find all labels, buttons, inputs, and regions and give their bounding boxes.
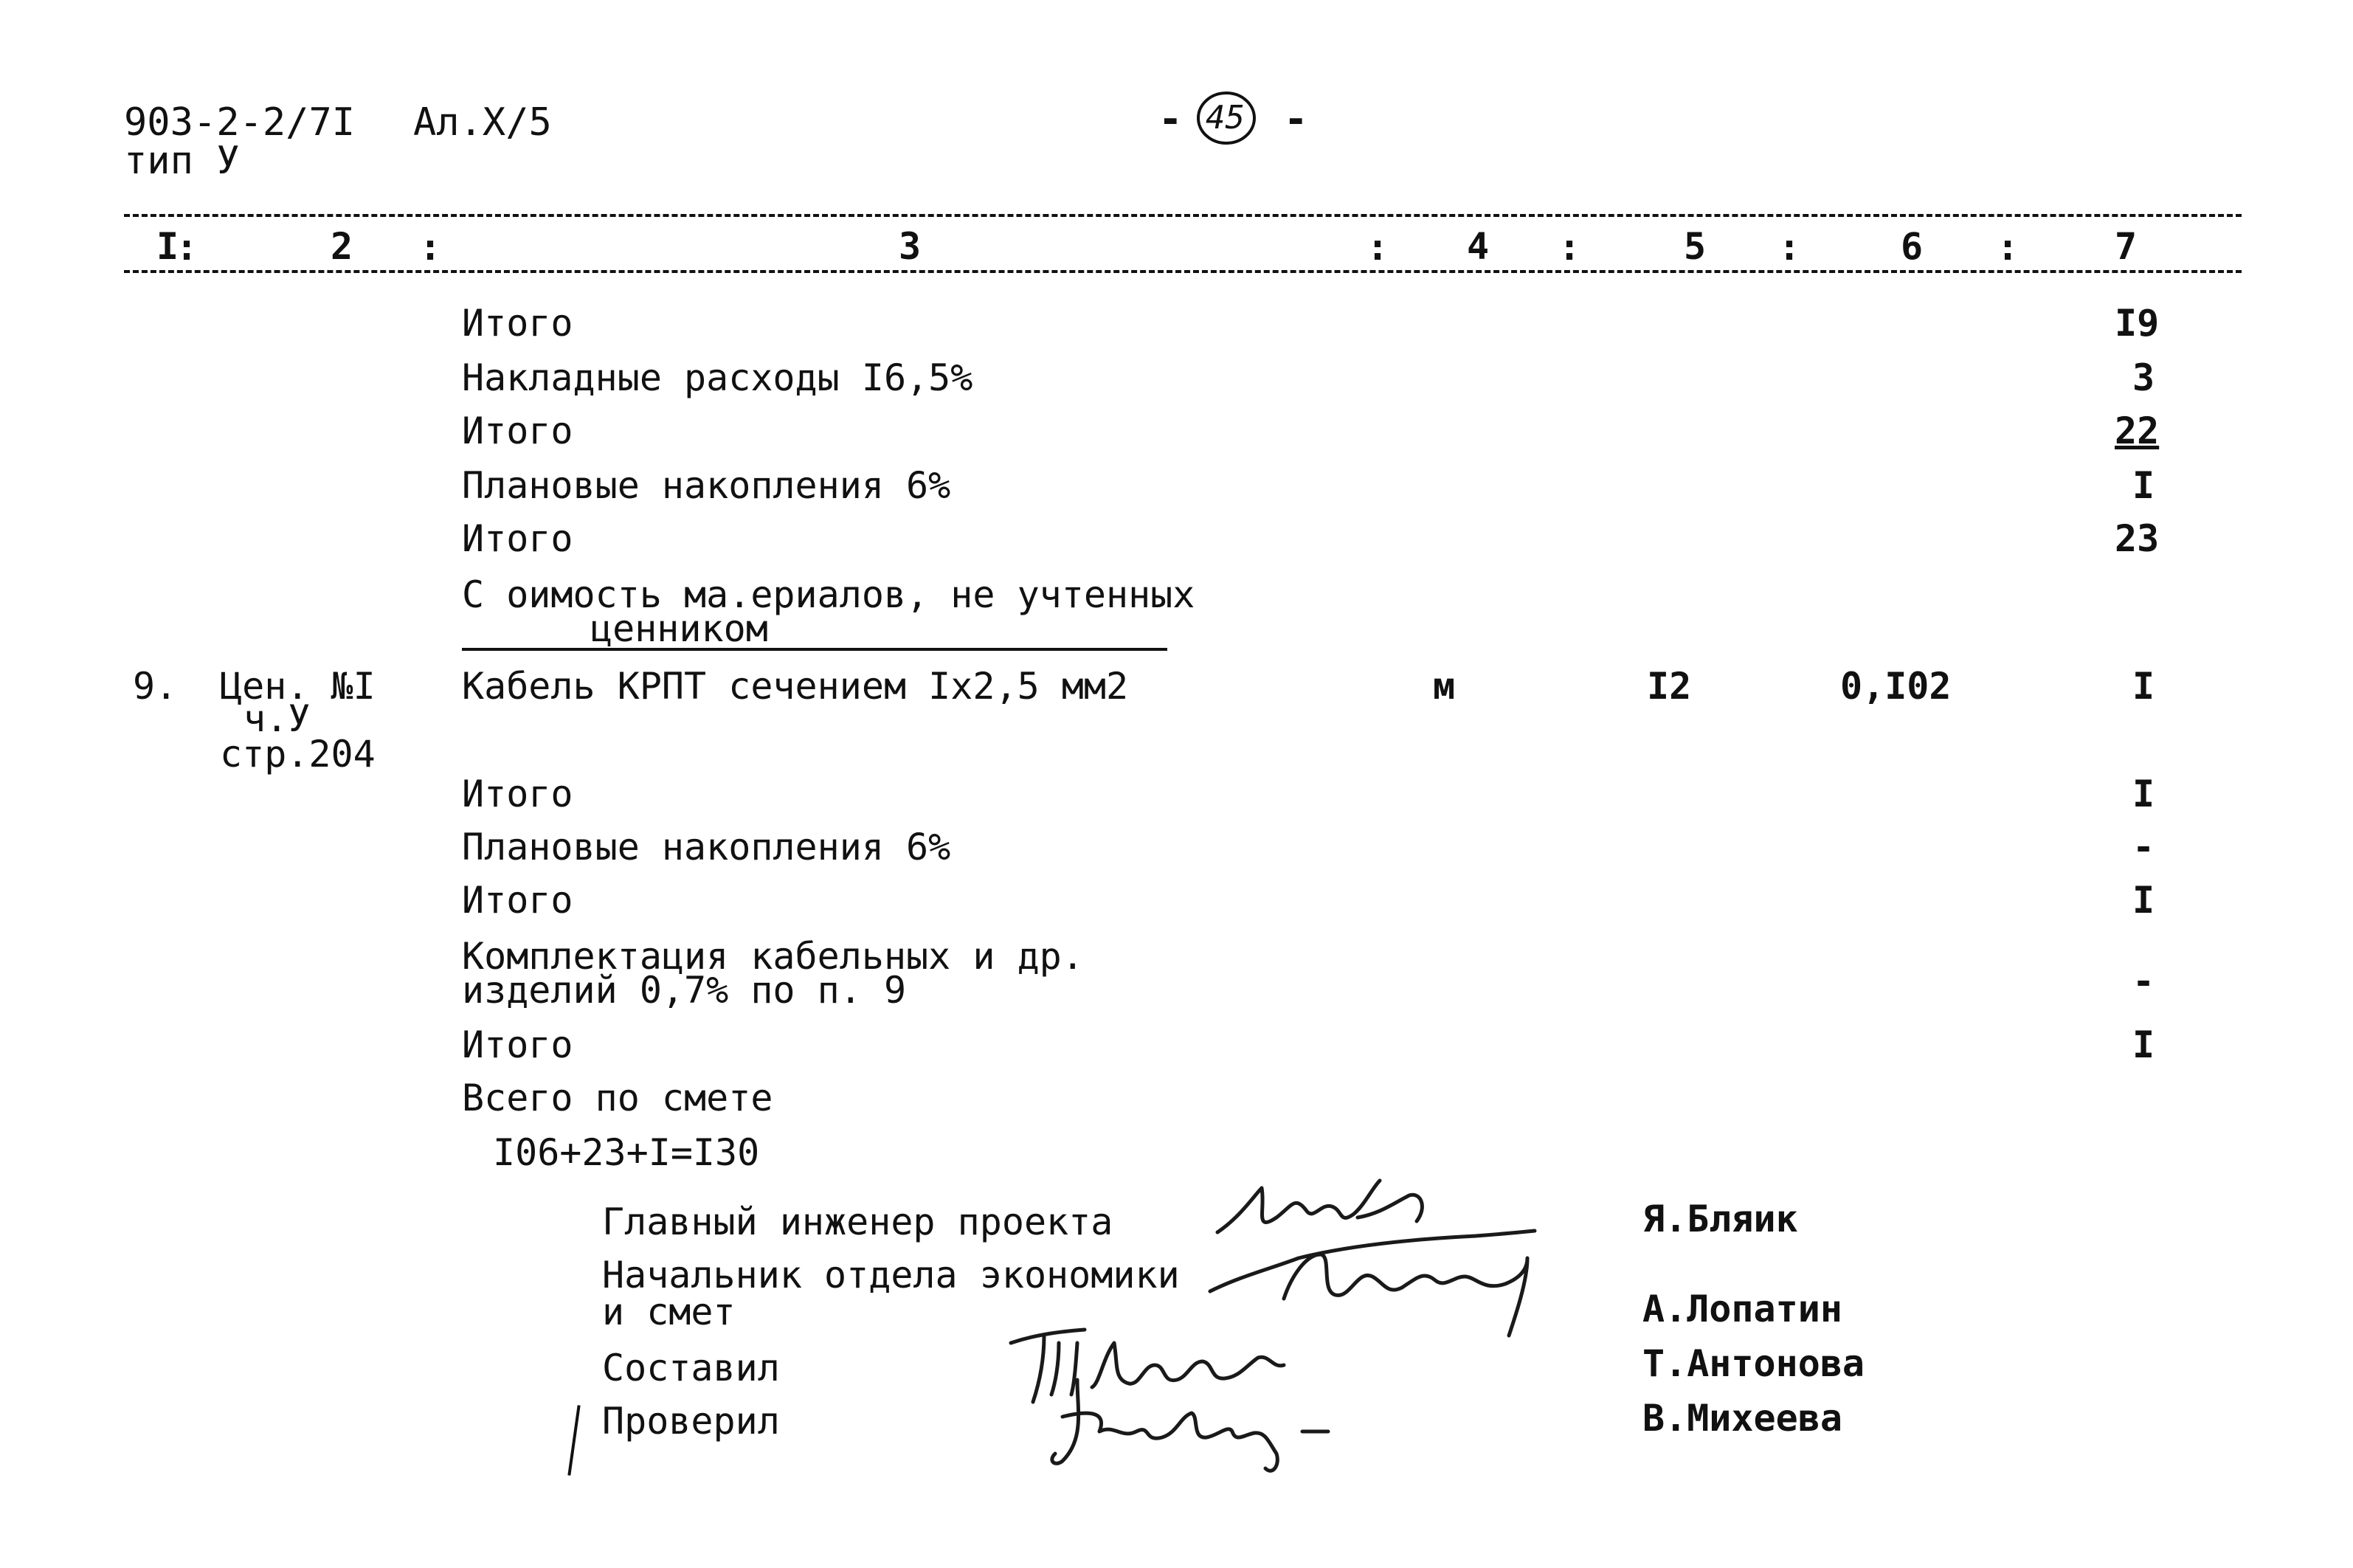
- margin-mark: [567, 1405, 580, 1476]
- sheet-ref: Ал.X/5: [413, 100, 552, 145]
- row-7-num: 9.: [133, 665, 178, 708]
- row-10-desc: Итого: [462, 879, 573, 922]
- row-1-total: I9: [2115, 302, 2160, 345]
- row-2-total: 3: [2132, 356, 2155, 399]
- doc-code: 903-2-2/7I: [124, 100, 356, 145]
- row-4-desc: Плановые накопления 6%: [462, 464, 951, 507]
- sig-head-title-line1: Начальник отдела экономики: [602, 1254, 1180, 1296]
- sig-compiled-title: Составил: [602, 1347, 780, 1389]
- row-1-desc: Итого: [462, 302, 573, 345]
- col-sep-5: :: [1778, 226, 1801, 269]
- type-line: тип У: [124, 139, 240, 183]
- row-6-underline: [462, 648, 1167, 651]
- col-sep-2: :: [419, 226, 442, 269]
- col-header-1: I: [156, 225, 179, 268]
- row-12-total: I: [2132, 1023, 2155, 1066]
- page-dash-right: -: [1284, 96, 1308, 142]
- page-dash-left: -: [1158, 96, 1183, 142]
- row-9-total: -: [2132, 826, 2155, 868]
- col-sep-6: :: [1997, 226, 2019, 269]
- row-8-desc: Итого: [462, 773, 573, 815]
- row-7-total: I: [2132, 665, 2155, 708]
- row-11-total: -: [2132, 960, 2155, 1003]
- row-6-desc-line2: ценником: [590, 607, 768, 650]
- header-top-rule: [124, 214, 2242, 217]
- sig-head-name: А.Лопатин: [1642, 1288, 1842, 1330]
- row-11-desc-line2: изделий 0,7% по п. 9: [462, 969, 907, 1012]
- header-bottom-rule: [124, 270, 2242, 273]
- col-header-2: 2: [331, 225, 353, 268]
- row-3-desc: Итого: [462, 410, 573, 452]
- row-12-desc: Итого: [462, 1023, 573, 1066]
- page-number: 45: [1206, 99, 1245, 137]
- row-2-desc: Накладные расходы I6,5%: [462, 356, 973, 399]
- row-7-unit: м: [1433, 665, 1456, 708]
- row-9-desc: Плановые накопления 6%: [462, 826, 951, 868]
- row-11-desc-line1: Комплектация кабельных и др.: [462, 935, 1084, 978]
- col-sep-1: :: [176, 226, 198, 269]
- sig-head-title-line2: и смет: [602, 1291, 736, 1333]
- row-7-ref-line1: Цен. №I: [220, 665, 376, 708]
- sig-checked-name: В.Михеева: [1642, 1397, 1842, 1440]
- row-5-desc: Итого: [462, 517, 573, 560]
- row-4-total: I: [2132, 464, 2155, 507]
- row-7-ref-line2: ч.У: [243, 697, 311, 740]
- row-5-total: 23: [2115, 517, 2160, 560]
- col-header-7: 7: [2115, 225, 2138, 268]
- sig-chief-title: Главный инженер проекта: [602, 1201, 1113, 1243]
- row-7-price: 0,I02: [1840, 665, 1952, 708]
- row-13-desc: Всего по смете: [462, 1077, 773, 1119]
- col-sep-3: :: [1366, 226, 1389, 269]
- sig-compiled-name: Т.Антонова: [1642, 1342, 1865, 1385]
- row-3-total: 22: [2115, 410, 2160, 452]
- row-6-desc-line1: С оимость ма.ериалов, не учтенных: [462, 573, 1195, 616]
- row-8-total: I: [2132, 773, 2155, 815]
- row-7-qty: I2: [1647, 665, 1692, 708]
- col-header-4: 4: [1467, 225, 1490, 268]
- row-10-total: I: [2132, 879, 2155, 922]
- row-7-desc: Кабель КРПТ сечением Iх2,5 мм2: [462, 665, 1129, 708]
- col-header-3: 3: [899, 225, 922, 268]
- col-sep-4: :: [1558, 226, 1581, 269]
- col-header-5: 5: [1684, 225, 1707, 268]
- row-14-formula: I06+23+I=I30: [493, 1131, 760, 1174]
- sig-checked-title: Проверил: [602, 1400, 780, 1443]
- signature-checked-handwritten: [1033, 1372, 1387, 1483]
- row-7-ref-line3: стр.204: [220, 733, 376, 776]
- sig-chief-name: Я.Бляик: [1642, 1198, 1798, 1240]
- col-header-6: 6: [1901, 225, 1924, 268]
